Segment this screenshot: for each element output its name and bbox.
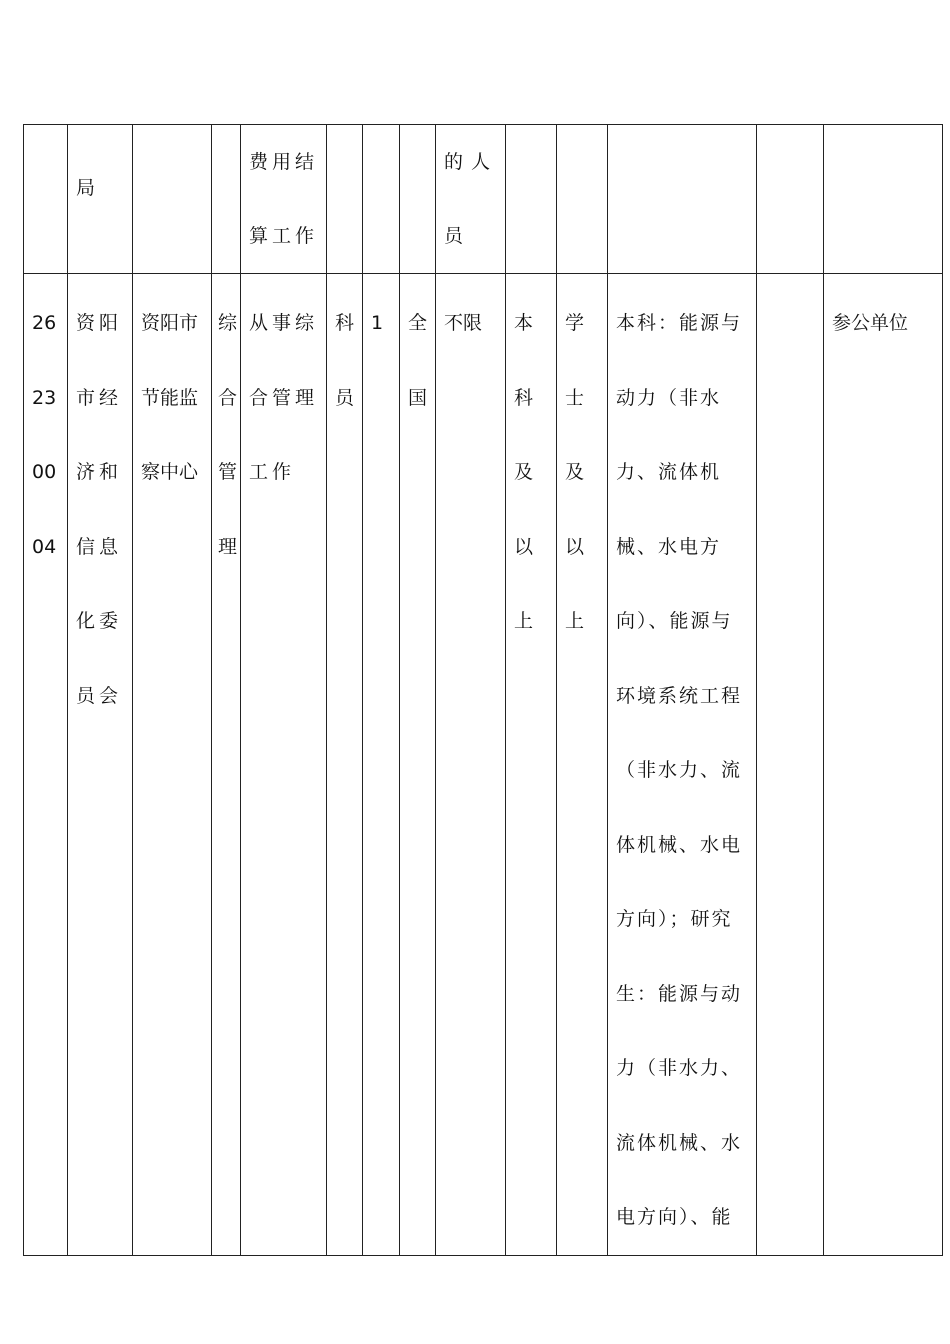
count-text: 1 — [371, 312, 384, 334]
table-row-continued — [24, 125, 943, 274]
duty-text: 从事综合管理工作 — [249, 312, 319, 483]
cell-code-cont — [24, 125, 68, 274]
cell-scope — [400, 274, 436, 1256]
code-text: 26230004 — [32, 312, 57, 558]
cell-other — [757, 274, 824, 1256]
category-text: 综合管理 — [218, 312, 238, 558]
cell-identity — [436, 274, 506, 1256]
degree-text: 学士及以上 — [565, 312, 585, 632]
identity-cont-text: 的人员 — [444, 151, 499, 247]
cell-identity-cont — [436, 125, 506, 274]
cell-major — [608, 274, 757, 1256]
cell-count-cont — [363, 125, 400, 274]
identity-text: 不限 — [444, 312, 483, 334]
cell-duty — [241, 274, 327, 1256]
unit-text: 资阳市节能监察中心 — [141, 312, 199, 483]
cell-level-cont — [327, 125, 363, 274]
cell-position-level — [327, 274, 363, 1256]
cell-scope-cont — [400, 125, 436, 274]
cell-category-cont — [212, 125, 241, 274]
education-text: 本科及以上 — [514, 312, 534, 632]
cell-education-cont — [506, 125, 557, 274]
cell-code — [24, 274, 68, 1256]
cell-major-cont — [608, 125, 757, 274]
duty-cont-text: 费用结算工作 — [249, 151, 319, 247]
cell-department — [68, 274, 133, 1256]
department-cont-text: 局 — [76, 177, 96, 199]
major-text: 本科：能源与动力（非水力、流体机械、水电方向）、能源与环境系统工程（非水力、流体机械、水电方向）；研究生：能源与动力（非水力、流体机械、水电方向）、能 — [616, 312, 743, 1228]
cell-remark-cont — [824, 125, 943, 274]
cell-count — [363, 274, 400, 1256]
department-text: 资阳市经济和信息化委员会 — [76, 312, 123, 707]
scope-text: 全国 — [408, 312, 428, 409]
recruitment-table — [23, 124, 943, 1256]
cell-unit — [133, 274, 212, 1256]
position-level-text: 科员 — [335, 312, 355, 409]
cell-other-cont — [757, 125, 824, 274]
cell-duty-cont — [241, 125, 327, 274]
table-row — [24, 274, 943, 1256]
cell-unit-cont — [133, 125, 212, 274]
cell-department-cont — [68, 125, 133, 274]
cell-remark — [824, 274, 943, 1256]
cell-education — [506, 274, 557, 1256]
cell-degree-cont — [557, 125, 608, 274]
cell-degree — [557, 274, 608, 1256]
remark-text: 参公单位 — [832, 312, 909, 334]
cell-category — [212, 274, 241, 1256]
